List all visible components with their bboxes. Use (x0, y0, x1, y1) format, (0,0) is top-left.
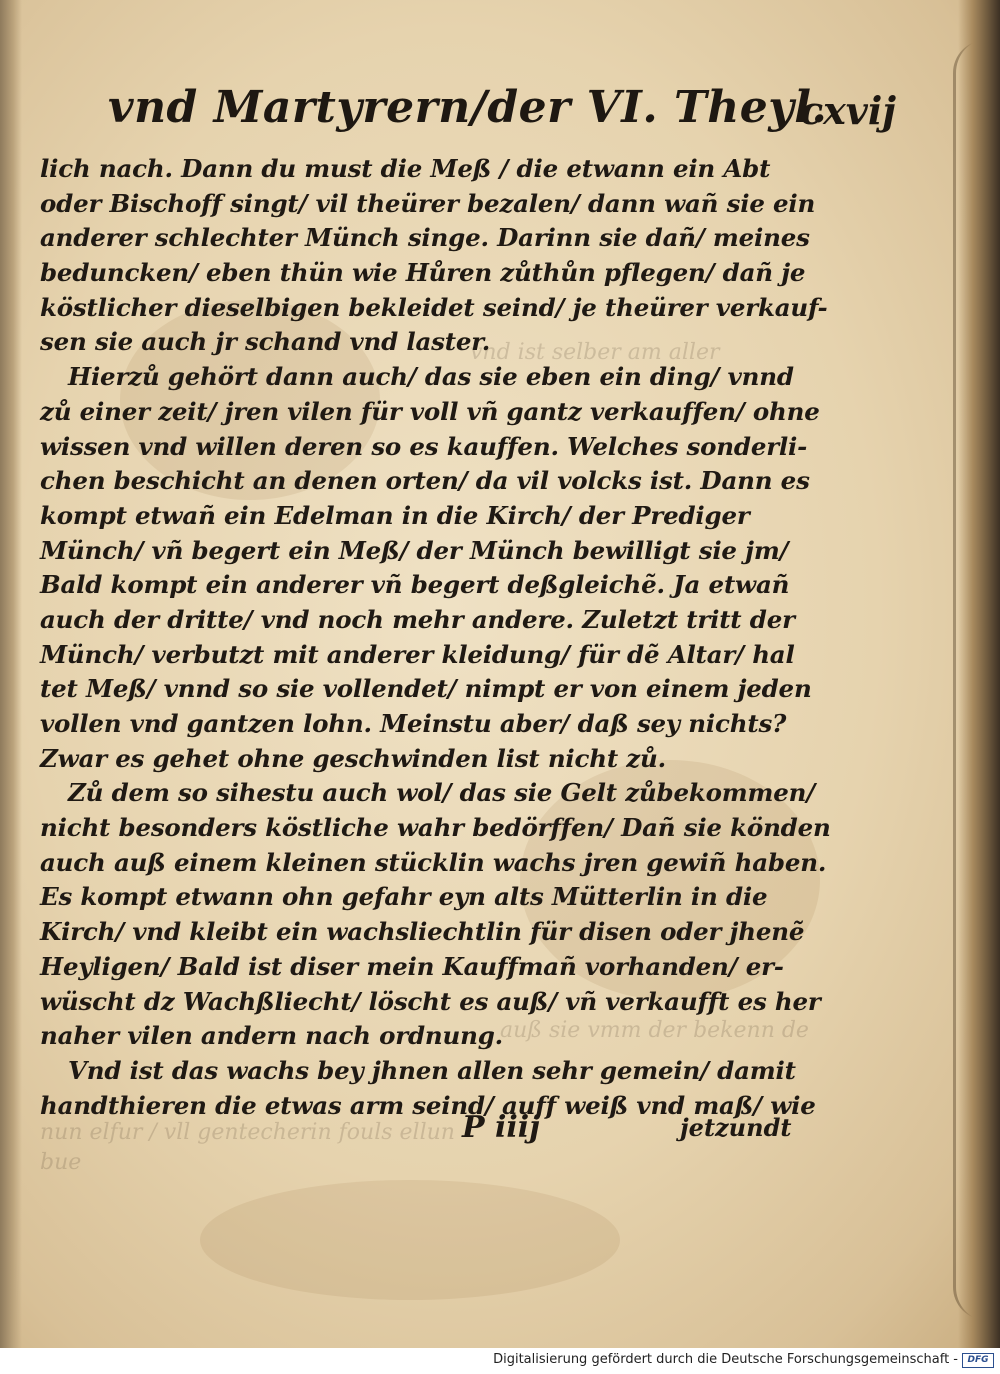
digitization-footer (0, 1348, 1000, 1374)
text-line: Hierzů gehört dann auch/ das sie eben ein ding/ vnnd (68, 362, 794, 392)
page-gutter (958, 0, 1000, 1348)
paper-stain (200, 1180, 620, 1300)
text-line: Heyligen/ Bald ist diser mein Kauffmañ vorhanden/ er- (40, 951, 784, 981)
text-line: zů einer zeit/ jren vilen für voll vñ gantz verkauffen/ ohne (40, 396, 820, 426)
text-line: handthieren die etwas arm seind/ auff weiß vnd maß/ wie (40, 1090, 816, 1120)
text-line: köstlicher dieselbigen bekleidet seind/ je theürer verkauf- (40, 292, 828, 322)
text-line: sen sie auch jr schand vnd laster. (40, 327, 491, 357)
text-line: Münch/ vñ begert ein Meß/ der Münch bewilligt sie jm/ (40, 535, 789, 565)
text-line: vollen vnd gantzen lohn. Meinstu aber/ daß sey nichts? (40, 709, 787, 738)
text-line: Zů dem so sihestu auch wol/ das sie Gelt zůbekommen/ (68, 778, 815, 808)
text-line: auch der dritte/ vnd noch mehr andere. Zuletzt tritt der (40, 604, 795, 634)
text-line: Bald kompt ein anderer vñ begert deßgleichẽ. Ja etwañ (40, 570, 790, 600)
text-line: Zwar es gehet ohne geschwinden list nicht zů. (40, 743, 666, 773)
page-left-edge (0, 0, 22, 1348)
body-text (40, 152, 831, 1123)
text-line: tet Meß/ vnnd so sie vollendet/ nimpt er von einem jeden (40, 674, 812, 704)
show-through-text: bue (40, 1150, 82, 1175)
running-title: vnd Martyrern/der VI. Theyl. (108, 82, 828, 133)
show-through-text: auß sie vmm der bekenn de (500, 1018, 809, 1043)
show-through-text: nun elfur / vll gentecherin fouls ellun (40, 1120, 455, 1145)
text-line: naher vilen andern nach ordnung. (40, 1021, 503, 1051)
text-line: Kirch/ vnd kleibt ein wachsliechtlin für disen oder jhenẽ (40, 917, 805, 947)
text-line: Münch/ verbutzt mit anderer kleidung/ für dẽ Altar/ hal (40, 639, 795, 669)
text-line: chen beschicht an denen orten/ da vil volcks ist. Dann es (40, 466, 810, 496)
text-line: wissen vnd willen deren so es kauffen. Welches sonderli- (40, 431, 808, 461)
text-line: kompt etwañ ein Edelman in die Kirch/ der Prediger (40, 500, 750, 530)
text-line: Vnd ist das wachs bey jhnen allen sehr gemein/ damit (68, 1055, 796, 1085)
text-line: lich nach. Dann du must die Meß / die etwann ein Abt (40, 154, 771, 183)
text-line: nicht besonders köstliche wahr bedörffen/ Dañ sie könden (40, 813, 831, 843)
dfg-logo: DFG (962, 1353, 994, 1368)
text-line: Es kompt etwann ohn gefahr eyn alts Mütterlin in die (40, 882, 768, 912)
text-line: anderer schlechter Münch singe. Darinn sie dañ/ meines (40, 223, 810, 253)
text-line: oder Bischoff singt/ vil theürer bezalen/ dann wañ sie ein (40, 188, 816, 218)
show-through-text: vnd ist selber am aller (470, 340, 720, 365)
signature-mark: P iiij (462, 1110, 541, 1145)
text-line: beduncken/ eben thün wie Hůren zůthůn pflegen/ dañ je (40, 258, 806, 288)
footer-credit: Digitalisierung gefördert durch die Deutsche Forschungsgemeinschaft - (493, 1352, 958, 1367)
catchword: jetzundt (680, 1113, 792, 1142)
text-line: wüscht dz Wachßliecht/ löscht es auß/ vñ verkaufft es her (40, 986, 821, 1016)
text-line: auch auß einem kleinen stücklin wachs jren gewiñ haben. (40, 847, 827, 877)
page-header (100, 82, 900, 142)
folio-number: cxvij (800, 88, 897, 133)
